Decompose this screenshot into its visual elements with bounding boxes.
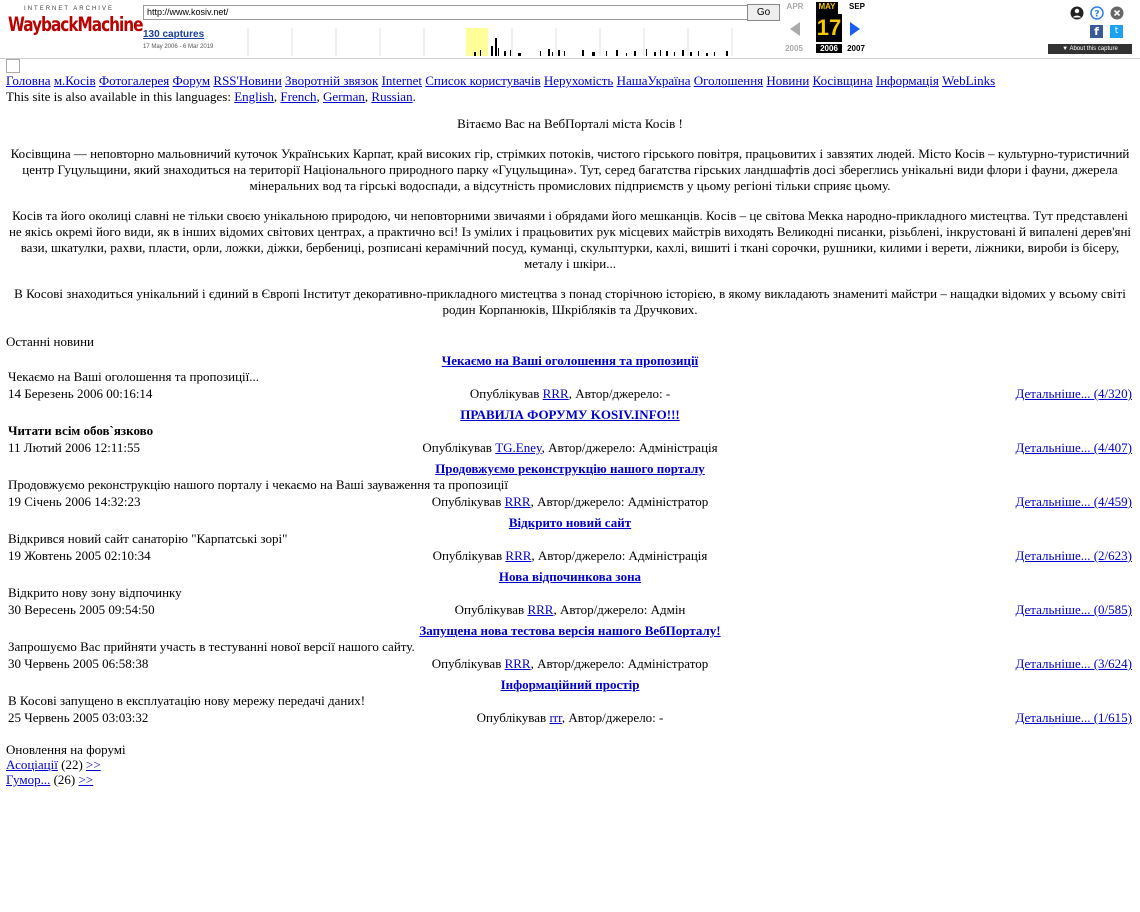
news-date: 19 Січень 2006 14:32:23	[8, 494, 141, 509]
news-title	[0, 460, 1140, 477]
posted-by-label: Опублікував	[469, 386, 540, 401]
nav-link[interactable]: Список користувачів	[425, 73, 541, 88]
news-item	[0, 460, 1140, 510]
news-author-link[interactable]: RRR	[505, 548, 532, 563]
welcome-text: Вітаємо Вас на ВебПорталі міста Косів !	[457, 116, 683, 131]
news-item	[0, 622, 1140, 672]
news-item	[0, 514, 1140, 564]
posted-by-label: Опублікував	[432, 548, 503, 563]
news-summary: Відкрито нову зону відпочинку	[8, 585, 182, 600]
news-author-link[interactable]: RRR	[504, 656, 531, 671]
capture-sparkline[interactable]	[236, 28, 772, 56]
nav-link[interactable]: WebLinks	[942, 73, 996, 88]
posted-by-label: Опублікував	[431, 494, 502, 509]
nav-link[interactable]: Головна	[6, 73, 51, 88]
news-author-link[interactable]: RRR	[527, 602, 554, 617]
nav-link[interactable]: Фотогалерея	[98, 73, 170, 88]
news-author-link[interactable]: RRR	[542, 386, 569, 401]
language-link[interactable]: French	[280, 89, 317, 104]
news-date: 14 Березень 2006 00:16:14	[8, 386, 153, 401]
news-summary: Читати всім обов`язково	[8, 423, 154, 438]
language-bar	[0, 89, 1140, 105]
read-more-link[interactable]: Детальніше... (1/615)	[1015, 710, 1132, 725]
news-summary: В Косові запущено в експлуатацію нову мережу передачі даних!	[8, 693, 366, 708]
news-source: , Автор/джерело: Адмін	[553, 602, 686, 617]
news-author-line	[0, 709, 1140, 726]
news-author-line	[0, 547, 1140, 564]
news-date: 11 Лютий 2006 12:11:55	[8, 440, 140, 455]
current-year: 2006	[816, 44, 842, 53]
url-input[interactable]: http://www.kosiv.net/	[143, 5, 748, 20]
nav-link[interactable]: НашаУкраїна	[616, 73, 691, 88]
news-title	[0, 406, 1140, 423]
logo-bottom-text: WaybackMachine	[8, 13, 143, 37]
nav-link[interactable]: Форум	[172, 73, 211, 88]
news-item	[0, 406, 1140, 456]
forum-count: (22)	[57, 757, 87, 772]
language-link[interactable]: English	[234, 89, 274, 104]
forum-arrow-link[interactable]: >>	[86, 757, 101, 772]
nav-link[interactable]: Нерухомість	[543, 73, 614, 88]
prev-year-link[interactable]: 2005	[785, 44, 803, 53]
close-icon[interactable]	[1110, 6, 1124, 20]
news-heading: Останні новини	[6, 334, 95, 349]
news-title-link[interactable]: Відкрито новий сайт	[508, 515, 632, 530]
intro-paragraph-1: Косівщина — неповторно мальовничий куточок Українських Карпат, край високих гір, стрімких потоків, чистого гірського повітря, працьовитих і завзятих людей. Місто Косів – культурно-туристичний центр Гуцульщини, який знаходиться на території Національного природного парку «Гуцульщина». Тут, серед багатства гірських ландшафтів досі збереглись унікальні види флори і фауни, джерела мінеральних вод та гірські водоспади, а відсутність промислових підприємств у цьому регіоні тільки сприяє цьому.	[10, 146, 1130, 193]
about-capture-label: About this capture	[1069, 46, 1118, 52]
next-year-link[interactable]: 2007	[847, 44, 865, 53]
news-source: , Автор/джерело: -	[561, 710, 664, 725]
posted-by-label: Опублікував	[454, 602, 525, 617]
news-source: , Автор/джерело: Адміністрація	[531, 548, 708, 563]
main-nav	[0, 73, 1140, 89]
news-author-link[interactable]: RRR	[504, 494, 531, 509]
intro-paragraph-3: В Косові знаходиться унікальний і єдиний в Європі Інститут декоративно-прикладного мистецтва з понад сторічною історією, в якому викладають знамениті майстри – нащадки відомих у всьому світі родин Корпанюків, Шкрібляків та Дручкових.	[14, 286, 1126, 317]
read-more-link[interactable]: Детальніше... (4/459)	[1015, 494, 1132, 509]
posted-by-label: Опублікував	[476, 710, 547, 725]
news-author-line	[0, 493, 1140, 510]
news-title-link[interactable]: Чекаємо на Ваші оголошення та пропозиції	[441, 353, 699, 368]
forum-arrow-link[interactable]: >>	[78, 772, 94, 787]
nav-link[interactable]: Новини	[766, 73, 810, 88]
language-link[interactable]: Russian	[371, 89, 413, 104]
news-author-line	[0, 385, 1140, 402]
news-summary: Відкрився новий сайт санаторію "Карпатські зорі"	[8, 531, 288, 546]
facebook-icon[interactable]: f	[1090, 25, 1103, 38]
news-date: 25 Червень 2005 03:03:32	[8, 710, 149, 725]
news-meta	[0, 709, 1140, 726]
news-title-link[interactable]: ПРАВИЛА ФОРУМУ KOSIV.INFO!!!	[460, 407, 680, 422]
news-meta	[0, 493, 1140, 510]
next-capture-arrow-icon[interactable]	[850, 22, 860, 36]
next-month-link[interactable]: SEP	[848, 2, 865, 11]
news-source: , Автор/джерело: Адміністратор	[530, 494, 709, 509]
news-source: , Автор/джерело: Адміністрація	[541, 440, 718, 455]
news-date: 30 Вересень 2005 09:54:50	[8, 602, 155, 617]
news-title	[0, 622, 1140, 639]
wayback-toolbar	[0, 0, 1140, 59]
svg-text:?: ?	[1094, 9, 1100, 20]
news-list	[0, 352, 1140, 726]
news-summary: Продовжуємо реконструкцію нашого порталу і чекаємо на Ваші зауваження та пропозиції	[8, 477, 508, 492]
forum-heading: Оновлення на форумі	[6, 742, 126, 757]
read-more-link[interactable]: Детальніше... (2/623)	[1015, 548, 1132, 563]
read-more-link[interactable]: Детальніше... (4/407)	[1015, 440, 1132, 455]
news-item	[0, 676, 1140, 726]
news-source: , Автор/джерело: Адміністратор	[530, 656, 709, 671]
news-meta	[0, 655, 1140, 672]
forum-count: (26)	[50, 772, 79, 787]
language-links: English, French, German, Russian.	[234, 89, 416, 104]
forum-item	[0, 772, 1140, 787]
capture-range: 17 May 2006 - 6 Mar 2019	[143, 44, 214, 50]
nav-link[interactable]: Інформація	[875, 73, 939, 88]
nav-link[interactable]: м.Косів	[53, 73, 96, 88]
read-more-link[interactable]: Детальніше... (4/320)	[1015, 386, 1132, 401]
news-summary: Чекаємо на Ваші оголошення та пропозиції...	[8, 369, 259, 384]
help-icon[interactable]	[1090, 6, 1104, 20]
language-link[interactable]: German	[323, 89, 365, 104]
intro-paragraph-2: Косів та його околиці славні не тільки своєю унікальною природою, чи неповторними звичаями і обрядами його мешканців. Косів – це світова Мекка народно-прикладного мистецтва. Тут представлені не якісь окремі його види, як в інших відомих світових центрах, а практично всі! Із умілих і працьовитих рук місцевих майстрів виходять Великодні писанки, різьблені, інкрустовані й випалені дерев'яні вази, шкатулки, рахви, пласти, орли, ложки, діжки, бербениці, розписані керамічний посуд, куманці, скульптурки, кахлі, вишиті і ткані сорочки, рушники, килими і верети, ліжники, вироби із бісеру, металу і шкіри...	[8, 208, 1132, 271]
news-date: 30 Червень 2005 06:58:38	[8, 656, 149, 671]
go-button[interactable]: Go	[747, 4, 780, 21]
news-author-link[interactable]: rrr	[549, 710, 562, 725]
read-more-link[interactable]: Детальніше... (0/585)	[1015, 602, 1132, 617]
news-title-link[interactable]: Запущена нова тестова версія нашого ВебПорталу!	[419, 623, 721, 638]
forum-item	[0, 757, 1140, 772]
news-title-link[interactable]: Інформаційний простір	[500, 677, 640, 692]
news-date: 19 Жовтень 2005 02:10:34	[8, 548, 151, 563]
news-meta	[0, 385, 1140, 402]
prev-month-link[interactable]: APR	[786, 2, 804, 11]
news-title-link[interactable]: Продовжуємо реконструкцію нашого порталу	[435, 461, 705, 476]
news-item	[0, 352, 1140, 402]
news-meta	[0, 601, 1140, 618]
news-meta	[0, 547, 1140, 564]
news-source: , Автор/джерело: -	[568, 386, 671, 401]
posted-by-label: Опублікував	[431, 656, 502, 671]
read-more-link[interactable]: Детальніше... (3/624)	[1015, 656, 1132, 671]
current-month: MAY	[816, 2, 838, 14]
about-capture-button[interactable]: ▼ About this capture	[1048, 44, 1132, 54]
nav-link[interactable]: Косівщина	[812, 73, 873, 88]
nav-link[interactable]: RSS'Новини	[213, 73, 282, 88]
news-title	[0, 352, 1140, 369]
news-title	[0, 568, 1140, 585]
news-item	[0, 568, 1140, 618]
wayback-logo[interactable]	[8, 6, 143, 46]
news-author-line	[0, 439, 1140, 456]
news-author-line	[0, 655, 1140, 672]
news-title	[0, 514, 1140, 531]
news-title-link[interactable]: Нова відпочинкова зона	[498, 569, 642, 584]
nav-link[interactable]: Internet	[381, 73, 423, 88]
posted-by-label: Опублікував	[422, 440, 492, 455]
broken-image-icon	[6, 59, 20, 73]
forum-list	[0, 757, 1140, 787]
news-summary: Запрошуємо Вас прийняти участь в тестуванні нової версії нашого сайту.	[8, 639, 415, 654]
captures-link[interactable]: 130 captures	[143, 29, 205, 40]
user-icon[interactable]	[1070, 6, 1084, 20]
language-prefix: This site is also available in this languages:	[6, 89, 231, 104]
prev-capture-arrow-icon[interactable]	[790, 22, 800, 36]
logo-top-text: INTERNET ARCHIVE	[24, 6, 114, 12]
nav-link[interactable]: Оголошення	[693, 73, 764, 88]
news-author-link[interactable]: TG.Eney	[495, 440, 542, 455]
nav-link[interactable]: Зворотній звязок	[285, 73, 379, 88]
forum-topic-link[interactable]: Асоціації	[6, 757, 58, 772]
news-title	[0, 676, 1140, 693]
current-day: 17	[816, 15, 842, 40]
forum-topic-link[interactable]: Гумор...	[6, 772, 51, 787]
calendar-nav	[782, 2, 892, 56]
news-author-line	[0, 601, 1140, 618]
news-meta	[0, 439, 1140, 456]
twitter-icon[interactable]: t	[1110, 25, 1123, 38]
